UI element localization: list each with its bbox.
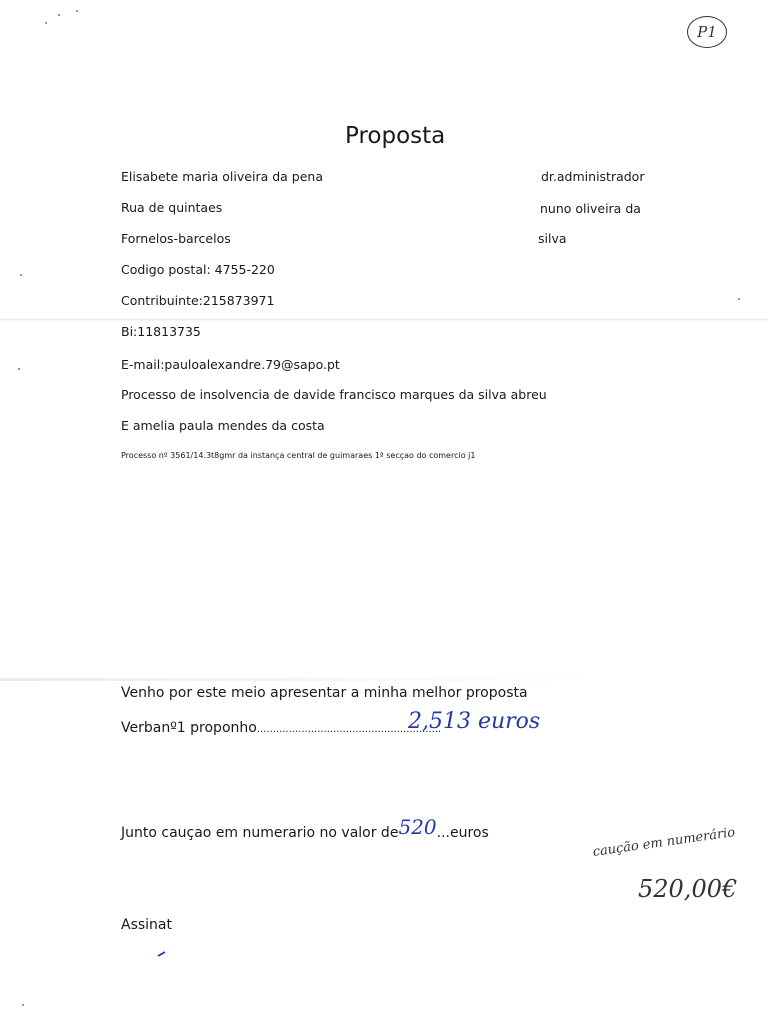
- sender-email: E-mail:pauloalexandre.79@sapo.pt: [121, 357, 340, 372]
- proposal-intro: Venho por este meio apresentar a minha melhor proposta: [121, 685, 528, 701]
- scan-speck: [45, 22, 47, 24]
- signature-label: Assinat: [121, 917, 172, 933]
- deposit-suffix: ...euros: [436, 825, 489, 841]
- sender-id-number: Bi:11813735: [121, 324, 201, 339]
- sender-street: Rua de quintaes: [121, 200, 223, 215]
- sender-city: Fornelos-barcelos: [121, 231, 231, 246]
- sender-postal-code: Codigo postal: 4755-220: [121, 262, 275, 277]
- verba-label: Verbanº1 proponho: [121, 720, 257, 736]
- verba-handwritten-value: 2,513 euros: [408, 709, 541, 734]
- page-stamp: P1: [687, 16, 727, 48]
- verba-line: [121, 719, 441, 739]
- recipient-line-1: dr.administrador: [541, 169, 645, 184]
- scan-speck: [18, 368, 20, 370]
- deposit-line: [121, 815, 489, 842]
- scan-artifact: [0, 678, 600, 681]
- deposit-handwritten-value: 520: [398, 815, 437, 839]
- handwritten-annotation-amount: 520,00€: [638, 875, 738, 903]
- scan-speck: [58, 14, 60, 16]
- verba-dots: ..........................................................: [256, 724, 442, 735]
- process-line-2: E amelia paula mendes da costa: [121, 418, 325, 433]
- recipient-line-3: silva: [538, 231, 567, 246]
- process-line-1: Processo de insolvencia de davide francisco marques da silva abreu: [121, 387, 547, 402]
- recipient-line-2: nuno oliveira da: [540, 201, 641, 216]
- process-reference: Processo nº 3561/14.3t8gmr da instança central de guimaraes 1ª secçao do comercio j1: [121, 451, 476, 460]
- scan-speck: [738, 298, 740, 300]
- signature-mark: [157, 950, 167, 958]
- deposit-label: Junto cauçao em numerario no valor de: [121, 825, 399, 841]
- sender-name: Elisabete maria oliveira da pena: [121, 169, 323, 184]
- scan-speck: [76, 10, 78, 12]
- scan-speck: [20, 274, 22, 276]
- document-title: Proposta: [345, 123, 446, 149]
- sender-taxpayer-number: Contribuinte:215873971: [121, 293, 275, 308]
- handwritten-annotation-label: caução em numerário: [591, 825, 737, 860]
- scan-speck: [22, 1004, 24, 1006]
- scan-artifact: [0, 318, 768, 321]
